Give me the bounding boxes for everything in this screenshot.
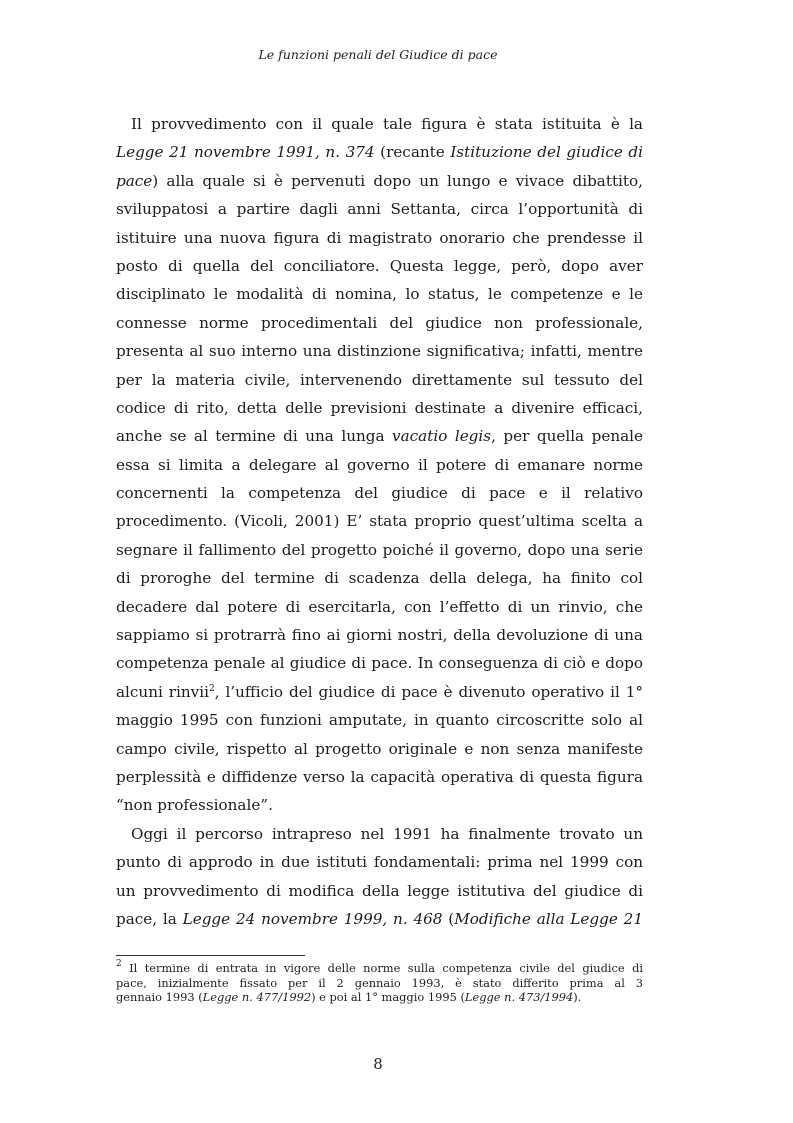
law-citation: Legge 21 novembre 1991, n. 374	[116, 143, 375, 162]
footnote-line	[116, 990, 643, 1005]
text-line: punto di approdo in due istituti fondamentali: prima nel 1999 con	[116, 853, 643, 872]
law-citation: Legge n. 473/1994	[464, 990, 574, 1005]
text-line	[116, 905, 643, 933]
text-line	[116, 422, 643, 450]
text-run: (	[442, 909, 455, 928]
text-run: anche se al termine di una lunga	[116, 427, 393, 446]
text-line: un provvedimento di modifica della legge istitutiva del giudice di	[116, 881, 643, 900]
footnote-reference[interactable]: 2	[208, 683, 215, 694]
text-run: alcuni rinvii	[116, 682, 209, 701]
text-line: concernenti la competenza del giudice di pace e il relativo	[116, 484, 643, 503]
page-number: 8	[373, 1055, 383, 1073]
text-line: segnare il fallimento del progetto poiché il governo, dopo una serie	[116, 540, 643, 559]
text-run: ).	[573, 990, 582, 1005]
law-citation: Legge n. 477/1992	[202, 990, 312, 1005]
text-line: Il provvedimento con il quale tale figura è stata istituita è la	[131, 115, 643, 133]
text-line: presenta al suo interno una distinzione significativa; infatti, mentre	[116, 342, 643, 361]
text-line: istituire una nuova figura di magistrato onorario che prendesse il	[116, 228, 643, 247]
footnote-line	[116, 961, 643, 976]
text-line: maggio 1995 con funzioni amputate, in quanto circoscritte solo al	[116, 711, 643, 730]
law-title: pace	[116, 171, 153, 190]
footnote	[116, 961, 643, 1005]
text-run: , per quella penale	[491, 427, 643, 446]
law-title: Istituzione del giudice di	[450, 143, 643, 162]
running-header: Le funzioni penali del Giudice di pace	[258, 47, 498, 62]
text-line: connesse norme procedimentali del giudice non professionale,	[116, 313, 643, 332]
text-line: decadere dal potere di esercitarla, con l’effetto di un rinvio, che	[116, 597, 643, 616]
law-citation: Legge 24 novembre 1999, n. 468	[182, 909, 443, 928]
paragraph-1	[116, 110, 643, 820]
body-text	[116, 110, 643, 933]
text-line: sviluppatosi a partire dagli anni Settanta, circa l’opportunità di	[116, 200, 643, 219]
text-run: gennaio 1993 (	[116, 990, 203, 1005]
text-run: (recante	[374, 143, 451, 162]
text-run: ) e poi al 1° maggio 1995 (	[311, 990, 465, 1005]
footnote-marker: 2	[116, 959, 122, 969]
text-line: competenza penale al giudice di pace. In conseguenza di ciò e dopo	[116, 654, 643, 673]
text-line: per la materia civile, intervenendo direttamente sul tessuto del	[116, 370, 643, 389]
footnote-divider	[116, 955, 305, 956]
text-run: pace, la	[116, 909, 183, 928]
paragraph-2	[116, 820, 643, 934]
text-line: Oggi il percorso intrapreso nel 1991 ha finalmente trovato un	[131, 824, 643, 843]
text-run: Il termine di entrata in vigore delle norme sulla competenza civile del giudice di	[121, 961, 643, 975]
text-line: perplessità e diffidenze verso la capacità operativa di questa figura	[116, 767, 643, 786]
text-line: posto di quella del conciliatore. Questa legge, però, dopo aver	[116, 256, 643, 275]
text-line: sappiamo si protrarrà fino ai giorni nostri, della devoluzione di una	[116, 626, 643, 645]
latin-term: vacatio legis	[392, 427, 492, 446]
text-run: , l’ufficio del giudice di pace è divenuto operativo il 1°	[214, 682, 643, 701]
footnote-line: pace, inizialmente fissato per il 2 gennaio 1993, è stato differito prima al 3	[116, 975, 643, 990]
text-run: ) alla quale si è pervenuti dopo un lungo e vivace dibattito,	[152, 171, 643, 190]
text-line: disciplinato le modalità di nomina, lo status, le competenze e le	[116, 285, 643, 304]
law-title: Modifiche alla Legge 21	[454, 909, 643, 928]
text-line: essa si limita a delegare al governo il potere di emanare norme	[116, 455, 643, 474]
text-line: codice di rito, detta delle previsioni destinate a divenire efficaci,	[116, 398, 643, 417]
text-line	[116, 138, 643, 166]
text-line: campo civile, rispetto al progetto originale e non senza manifeste	[116, 739, 643, 758]
text-line: di proroghe del termine di scadenza della delega, ha finito col	[116, 569, 643, 588]
text-line	[116, 678, 643, 706]
text-line	[116, 167, 643, 195]
text-line: “non professionale”.	[116, 796, 273, 815]
text-line: procedimento. (Vicoli, 2001) E’ stata proprio quest’ultima scelta a	[116, 512, 643, 531]
